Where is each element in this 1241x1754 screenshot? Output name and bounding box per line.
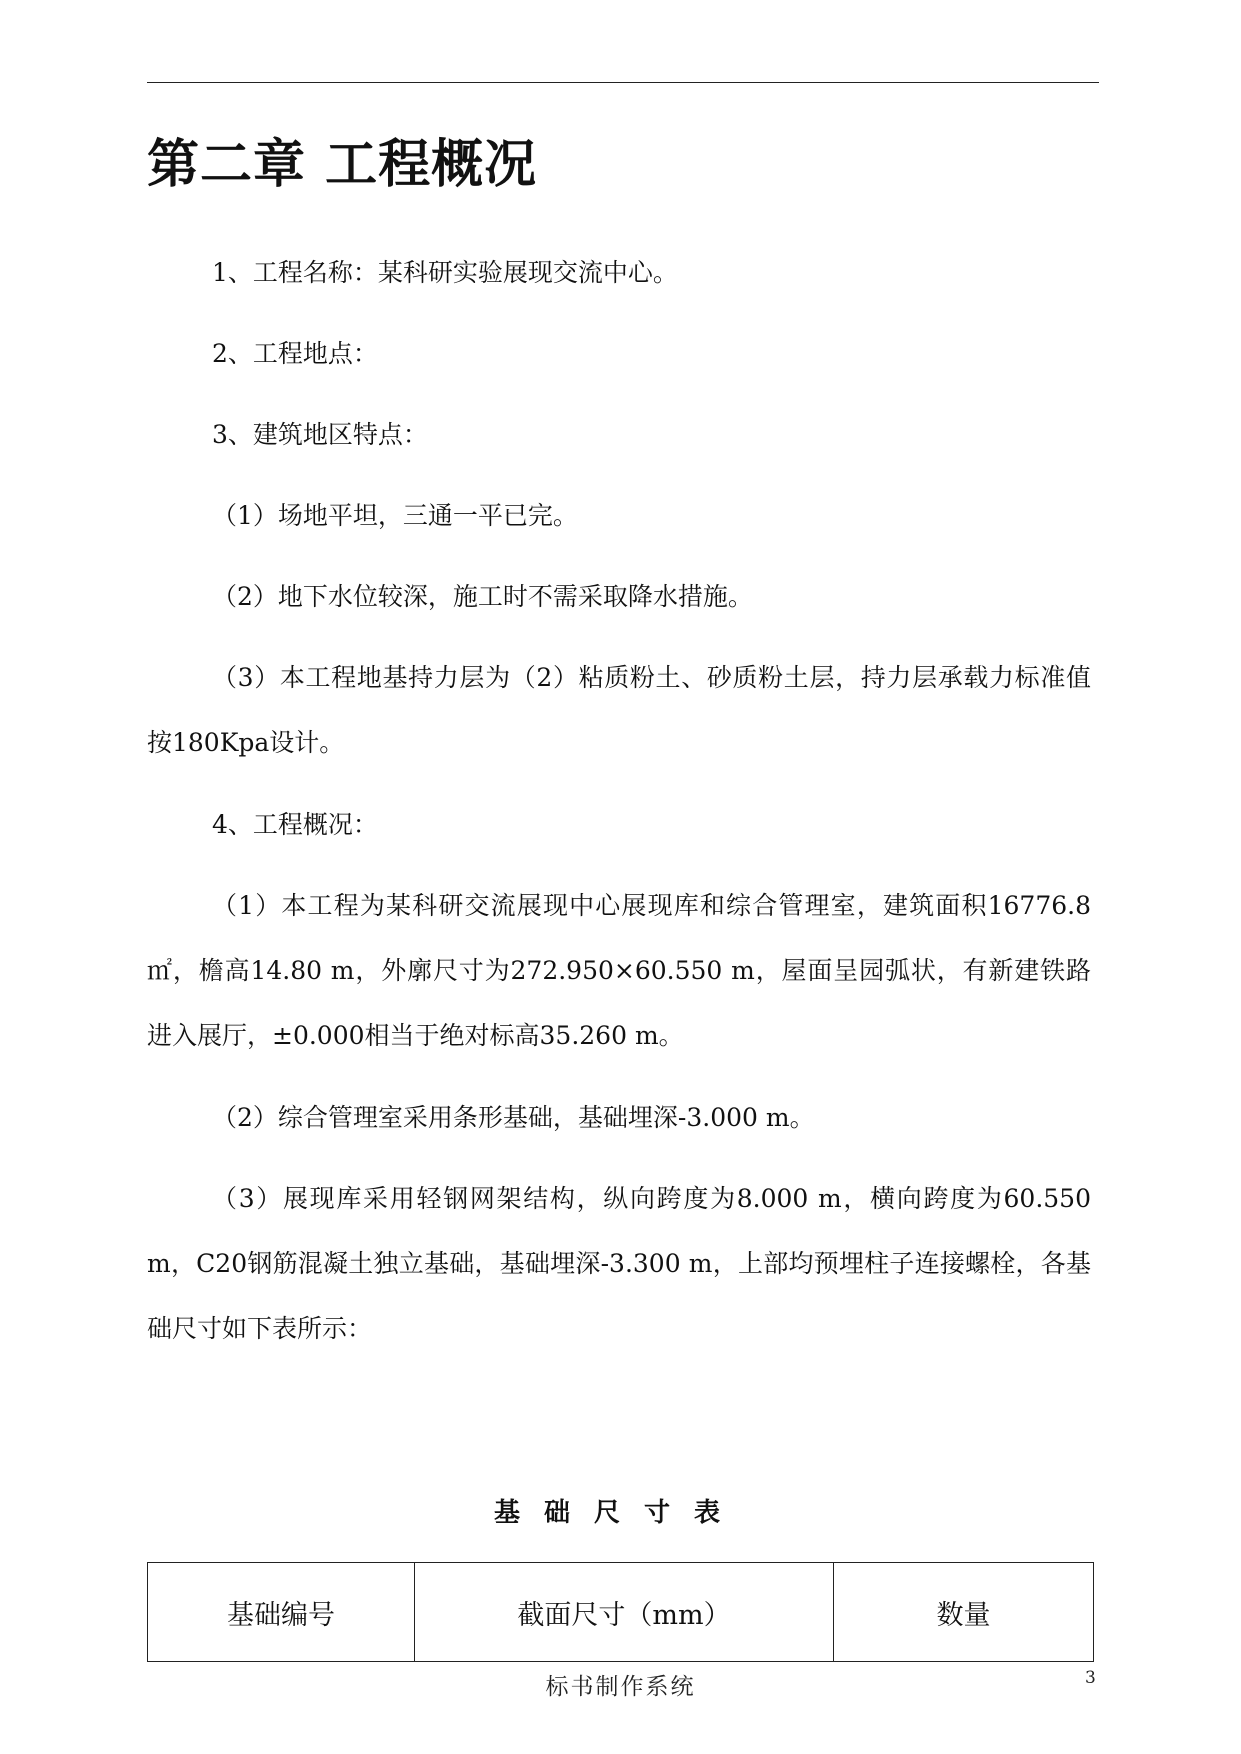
paragraph-building-overview: （1）本工程为某科研交流展现中心展现库和综合管理室，建筑面积16776.8㎡，檐高14.80 m，外廓尺寸为272.950×60.550 m，屋面呈园弧状，有新建铁路进入展厅，±0.000相当于绝对标高35.260 m。 xyxy=(147,891,1091,1050)
page-number: 3 xyxy=(1085,1668,1096,1688)
table-title: 基础尺寸表 xyxy=(493,1498,744,1528)
paragraph-steel-frame: （3）展现库采用轻钢网架结构，纵向跨度为8.000 m，横向跨度为60.550 m，C20钢筋混凝土独立基础，基础埋深-3.300 m，上部均预埋柱子连接螺栓，各基础尺寸如下表所示： xyxy=(147,1184,1091,1343)
table-header-row xyxy=(148,1563,1094,1662)
paragraph-project-name: 1、工程名称：某科研实验展现交流中心。 xyxy=(212,258,678,287)
paragraph-site-features: 3、建筑地区特点： xyxy=(212,420,428,449)
column-header-quantity: 数量 xyxy=(834,1563,1094,1662)
chapter-title: 第二章 工程概况 xyxy=(147,135,538,195)
paragraph-groundwater: （2）地下水位较深，施工时不需采取降水措施。 xyxy=(212,582,753,611)
paragraph-project-location: 2、工程地点： xyxy=(212,339,378,368)
column-header-section-size: 截面尺寸（mm） xyxy=(415,1563,834,1662)
footer-text: 标书制作系统 xyxy=(545,1674,696,1700)
foundation-size-table xyxy=(147,1562,1094,1662)
paragraph-bearing-layer: （3）本工程地基持力层为（2）粘质粉土、砂质粉土层，持力层承载力标准值按180Kpa设计。 xyxy=(147,663,1091,757)
header-rule xyxy=(147,82,1099,83)
paragraph-overview-heading: 4、工程概况： xyxy=(212,810,378,839)
paragraph-site-flat: （1）场地平坦，三通一平已完。 xyxy=(212,501,578,530)
paragraph-strip-foundation: （2）综合管理室采用条形基础，基础埋深-3.000 m。 xyxy=(212,1103,815,1132)
column-header-foundation-id: 基础编号 xyxy=(148,1563,415,1662)
